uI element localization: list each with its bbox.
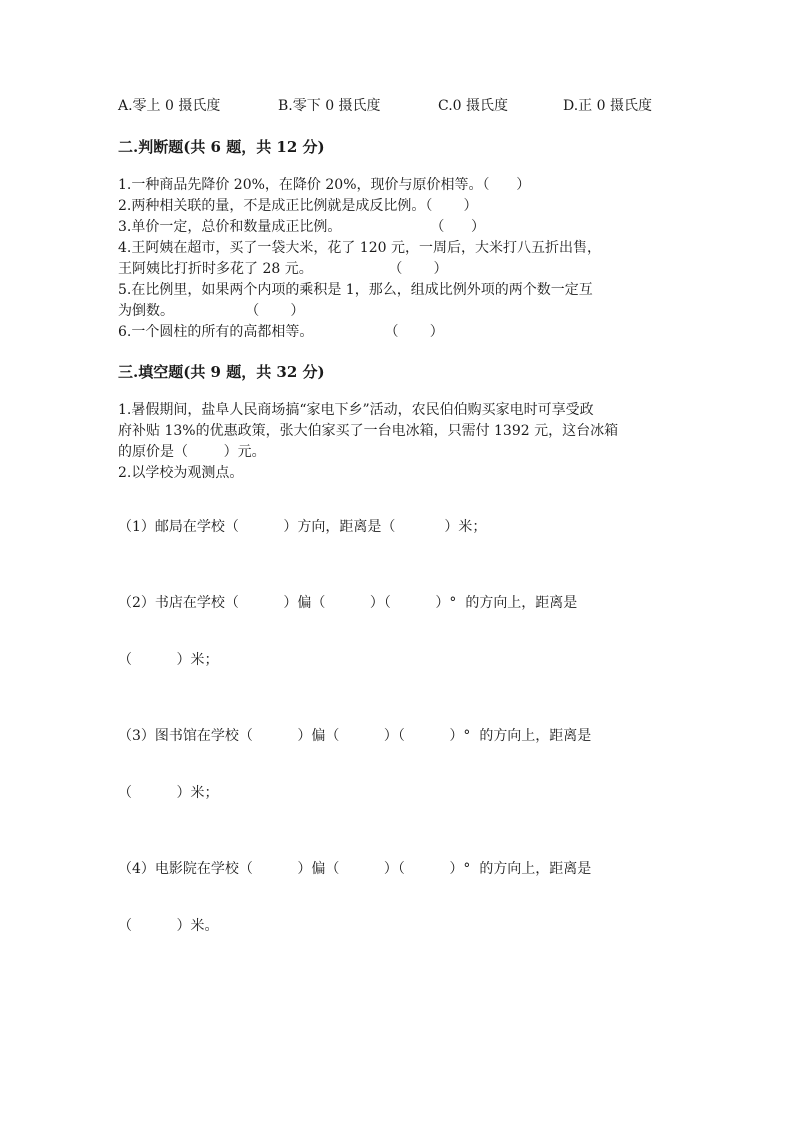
fill-q1-line2: 府补贴 13%的优惠政策，张大伯家买了一台电冰箱，只需付 1392 元，这台冰箱: [118, 423, 619, 439]
option-d: D.正 0 摄氏度: [563, 98, 652, 114]
option-b: B.零下 0 摄氏度: [278, 98, 381, 114]
fill-q2-item1: （1）邮局在学校（ ）方向，距离是（ ）米；: [118, 519, 487, 535]
fill-q1-line3: 的原价是（ ）元。: [118, 444, 266, 460]
judge-q1: 1.一种商品先降价 20%，在降价 20%，现价与原价相等。（ ）: [118, 177, 531, 193]
fill-q2-item2-cont: （ ）米；: [118, 652, 219, 668]
fill-q1-line1: 1.暑假期间，盐阜人民商场搞“家电下乡”活动，农民伯伯购买家电时可享受政: [118, 402, 594, 418]
section3-heading: 三.填空题(共 9 题，共 32 分): [118, 363, 325, 381]
judge-q5-line2: 为倒数。 （ ）: [118, 303, 305, 319]
judge-q3: 3.单价一定，总价和数量成正比例。 （ ）: [118, 219, 486, 235]
judge-q2: 2.两种相关联的量，不是成正比例就是成反比例。（ ）: [118, 198, 478, 214]
fill-q2-item4: （4）电影院在学校（ ）偏（ ）（ ）° 的方向上，距离是: [118, 861, 592, 877]
option-a: A.零上 0 摄氏度: [118, 98, 221, 114]
section2-heading: 二.判断题(共 6 题，共 12 分): [118, 138, 325, 156]
option-c: C.0 摄氏度: [438, 98, 509, 114]
fill-q2-item3: （3）图书馆在学校（ ）偏（ ）（ ）° 的方向上，距离是: [118, 728, 592, 744]
fill-q2-item3-cont: （ ）米；: [118, 785, 219, 801]
fill-q2-item2: （2）书店在学校（ ）偏（ ）（ ）° 的方向上，距离是: [118, 595, 578, 611]
judge-q6: 6.一个圆柱的所有的高都相等。 （ ）: [118, 324, 444, 340]
fill-q2-item4-cont: （ ）米。: [118, 918, 219, 934]
judge-q5-line1: 5.在比例里，如果两个内项的乘积是 1，那么，组成比例外项的两个数一定互: [118, 282, 593, 298]
judge-q4-line2: 王阿姨比打折时多花了 28 元。 （ ）: [118, 261, 448, 277]
judge-q4-line1: 4.王阿姨在超市，买了一袋大米，花了 120 元，一周后，大米打八五折出售，: [118, 240, 601, 256]
fill-q2-intro: 2.以学校为观测点。: [118, 465, 244, 481]
